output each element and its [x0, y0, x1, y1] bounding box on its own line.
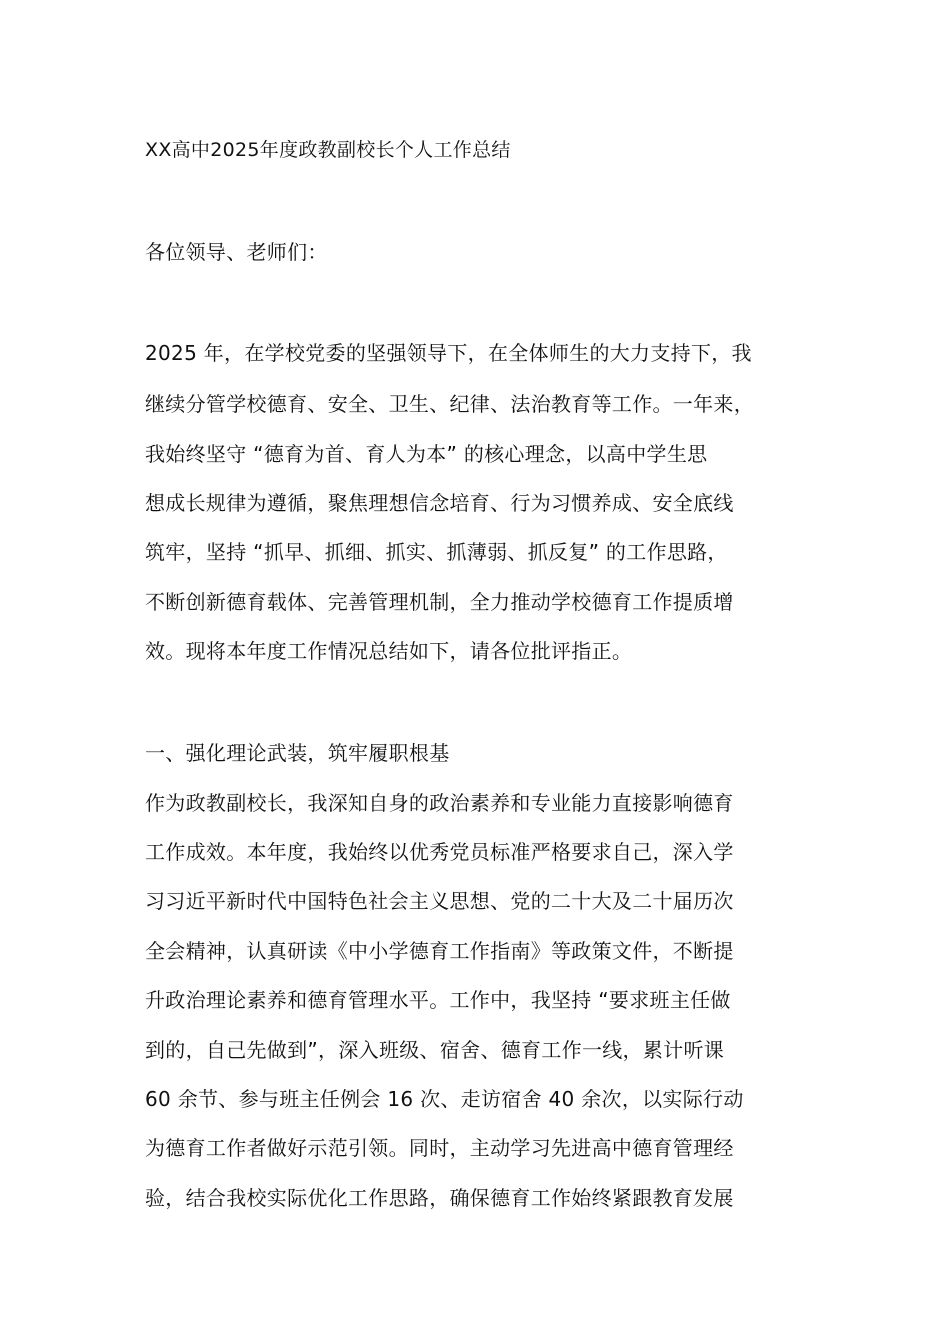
intro-line: 想成长规律为遵循，聚焦理想信念培育、行为习惯养成、安全底线 — [145, 491, 734, 515]
intro-line: 我始终坚守 “德育为首、育人为本” 的核心理念，以高中学生思 — [145, 442, 708, 466]
section-line: 作为政教副校长，我深知自身的政治素养和专业能力直接影响德育 — [145, 791, 734, 815]
section-line: 升政治理论素养和德育管理水平。工作中，我坚持 “要求班主任做 — [145, 988, 731, 1012]
intro-line: 不断创新德育载体、完善管理机制，全力推动学校德育工作提质增 — [145, 590, 734, 614]
section-line: 验，结合我校实际优化工作思路，确保德育工作始终紧跟教育发展 — [145, 1186, 734, 1210]
greeting: 各位领导、老师们： — [145, 240, 328, 264]
section-line: 工作成效。本年度，我始终以优秀党员标准严格要求自己，深入学 — [145, 840, 734, 864]
intro-line: 筑牢，坚持 “抓早、抓细、抓实、抓薄弱、抓反复” 的工作思路， — [145, 540, 728, 564]
document-title: XX高中2025年度政教副校长个人工作总结 — [145, 139, 511, 161]
section-line: 为德育工作者做好示范引领。同时，主动学习先进高中德育管理经 — [145, 1136, 734, 1160]
section-line: 习习近平新时代中国特色社会主义思想、党的二十大及二十届历次 — [145, 889, 734, 913]
section-heading: 一、强化理论武装，筑牢履职根基 — [145, 741, 450, 765]
intro-line: 2025 年，在学校党委的坚强领导下，在全体师生的大力支持下，我 — [145, 341, 752, 365]
section-line: 到的，自己先做到”，深入班级、宿舍、德育工作一线，累计听课 — [145, 1038, 725, 1062]
intro-line: 效。现将本年度工作情况总结如下，请各位批评指正。 — [145, 639, 633, 663]
intro-line: 继续分管学校德育、安全、卫生、纪律、法治教育等工作。一年来， — [145, 392, 754, 416]
section-line: 全会精神，认真研读《中小学德育工作指南》等政策文件，不断提 — [145, 939, 734, 963]
section-line: 60 余节、参与班主任例会 16 次、走访宿舍 40 余次，以实际行动 — [145, 1087, 744, 1111]
